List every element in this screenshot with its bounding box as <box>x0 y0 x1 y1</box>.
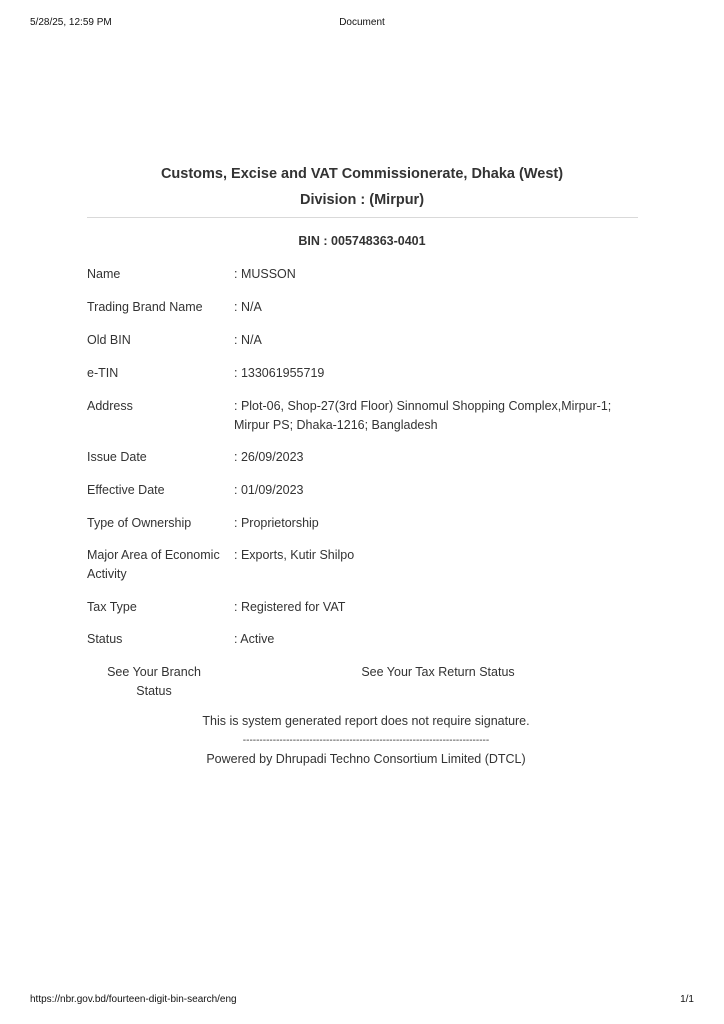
powered-by: Powered by Dhrupadi Techno Consortium Limited (DTCL) <box>206 752 526 766</box>
field-value: : Exports, Kutir Shilpo <box>234 548 355 562</box>
division-title: Division : (Mirpur) <box>299 192 425 208</box>
field-value: : Active <box>234 632 275 646</box>
field-label: e-TIN <box>87 366 119 380</box>
field-label: Trading Brand Name <box>87 300 203 314</box>
field-value: : Registered for VAT <box>234 600 346 614</box>
field-label: Effective Date <box>87 483 165 497</box>
commissionerate-title: Customs, Excise and VAT Commissionerate, Dhaka (West) <box>160 166 564 182</box>
field-value: : Proprietorship <box>234 516 319 530</box>
field-label: Type of Ownership <box>87 516 192 530</box>
print-datetime: 5/28/25, 12:59 PM <box>30 17 112 28</box>
tax-return-status-link[interactable]: See Your Tax Return Status <box>361 665 515 679</box>
signature-note: This is system generated report does not require signature. <box>202 714 530 728</box>
branch-status-link[interactable]: See Your Branch Status <box>107 665 201 698</box>
field-label: Issue Date <box>87 450 147 464</box>
separator-line: -------------------------------------------------------------------------- <box>242 735 490 746</box>
field-value: : N/A <box>234 300 262 314</box>
print-footer <box>30 994 694 1008</box>
print-header <box>30 17 694 31</box>
page-number: 1/1 <box>680 994 694 1005</box>
field-label: Major Area of Economic Activity <box>87 548 220 581</box>
heading-divider <box>87 217 638 218</box>
field-value: : N/A <box>234 333 262 347</box>
field-label: Address <box>87 399 133 413</box>
field-label: Status <box>87 632 123 646</box>
print-document-title: Document <box>339 17 385 28</box>
field-value: : 01/09/2023 <box>234 483 304 497</box>
field-value: : MUSSON <box>234 267 296 281</box>
field-label: Old BIN <box>87 333 131 347</box>
bin-number: BIN : 005748363-0401 <box>298 234 426 248</box>
field-label: Name <box>87 267 121 281</box>
field-value: : 26/09/2023 <box>234 450 304 464</box>
field-label: Tax Type <box>87 600 137 614</box>
field-value: : Plot-06, Shop-27(3rd Floor) Sinnomul Shopping Complex,Mirpur-1; Mirpur PS; Dhaka-1216; Bangladesh <box>234 399 612 432</box>
field-value: : 133061955719 <box>234 366 325 380</box>
print-url: https://nbr.gov.bd/fourteen-digit-bin-search/eng <box>30 994 237 1005</box>
